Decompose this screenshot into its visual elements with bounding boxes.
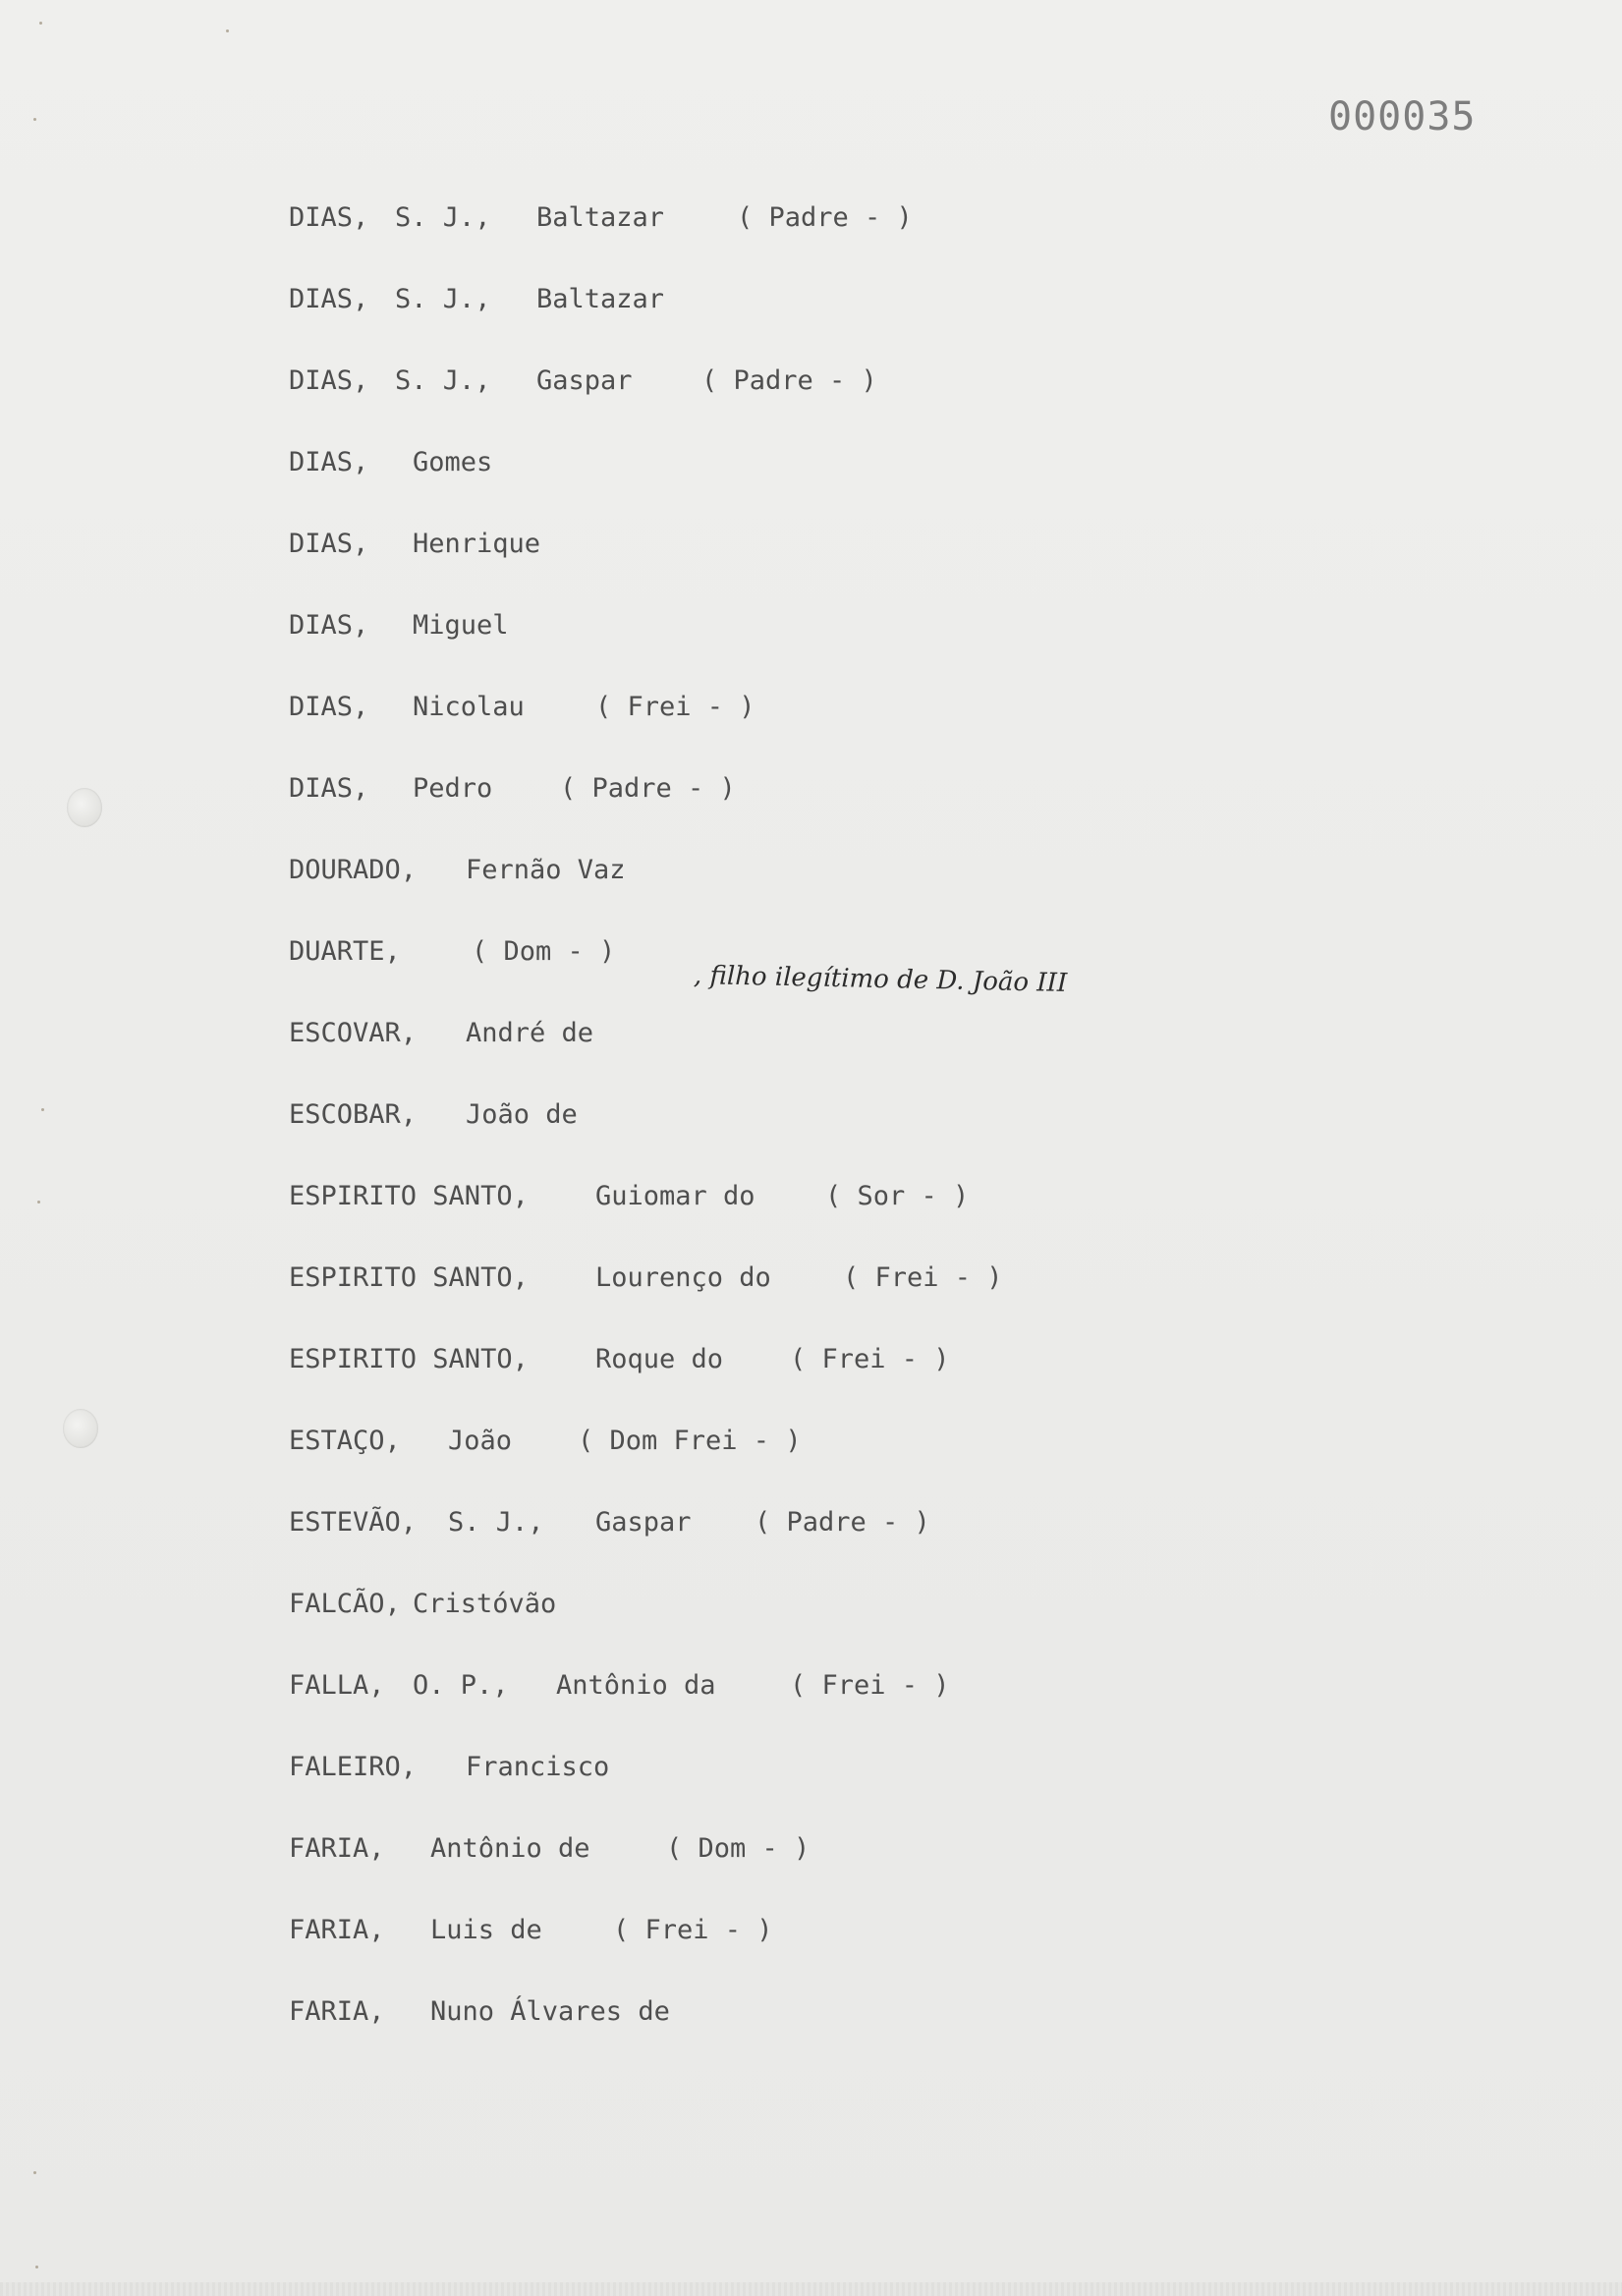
entry-title: ( Frei - ) (595, 692, 755, 722)
entry-given-name: Gaspar (536, 365, 633, 396)
entry-given-name: Nicolau (413, 692, 525, 722)
index-entry (289, 1099, 578, 1139)
index-entry (289, 1996, 670, 2036)
entry-surname: ESPIRITO SANTO, (289, 1262, 529, 1293)
entry-given-name: Roque do (595, 1344, 724, 1374)
entry-given-name: Gomes (413, 447, 493, 477)
entry-given-name: Antônio de (430, 1833, 590, 1864)
index-entry (289, 1507, 930, 1546)
entry-given-name: Henrique (413, 529, 541, 559)
entry-given-name: Baltazar (536, 284, 665, 314)
index-entry (289, 692, 755, 731)
entry-given-name: Gaspar (595, 1507, 692, 1538)
index-entry (289, 1589, 557, 1628)
entry-given-name: Baltazar (536, 202, 665, 233)
entry-surname: FALEIRO, (289, 1752, 418, 1782)
entry-surname: FALCÃO, (289, 1589, 401, 1619)
index-entry (289, 365, 877, 405)
index-entry (289, 1018, 594, 1057)
entry-qualifier: S. J., (448, 1507, 544, 1538)
index-entry (289, 1670, 950, 1709)
entry-title: ( Padre - ) (737, 202, 913, 233)
entry-title: ( Padre - ) (701, 365, 877, 396)
entry-title: ( Frei - ) (790, 1344, 950, 1374)
entry-given-name: Guiomar do (595, 1181, 755, 1211)
entry-given-name: Pedro (413, 773, 493, 804)
entry-surname: DUARTE, (289, 936, 401, 967)
entry-surname: DIAS, (289, 529, 369, 559)
entry-surname: ESTEVÃO, (289, 1507, 418, 1538)
entry-surname: DIAS, (289, 284, 369, 314)
page-number: 000035 (1328, 94, 1477, 140)
index-entry (289, 1262, 1003, 1302)
entry-given-name: Lourenço do (595, 1262, 771, 1293)
index-entry (289, 1344, 950, 1383)
entry-surname: DOURADO, (289, 855, 418, 885)
entry-qualifier: O. P., (413, 1670, 509, 1701)
entry-given-name: Antônio da (556, 1670, 716, 1701)
entry-title: ( Padre - ) (755, 1507, 930, 1538)
entry-title: ( Frei - ) (613, 1915, 773, 1945)
entry-title: ( Sor - ) (825, 1181, 970, 1211)
entry-surname: DIAS, (289, 773, 369, 804)
index-entry (289, 1915, 773, 1954)
entry-surname: FARIA, (289, 1996, 385, 2027)
entry-surname: DIAS, (289, 447, 369, 477)
entry-surname: DIAS, (289, 610, 369, 641)
index-entry (289, 773, 736, 812)
entry-given-name: André de (466, 1018, 594, 1048)
entry-title: ( Frei - ) (790, 1670, 950, 1701)
entry-surname: FARIA, (289, 1833, 385, 1864)
entry-given-name: Nuno Álvares de (430, 1996, 670, 2027)
entry-given-name: Miguel (413, 610, 509, 641)
index-entry (289, 447, 493, 486)
index-entry (289, 1426, 802, 1465)
entry-given-name: Luis de (430, 1915, 542, 1945)
entry-surname: FALLA, (289, 1670, 385, 1701)
entry-title: ( Padre - ) (560, 773, 736, 804)
entry-surname: ESCOVAR, (289, 1018, 418, 1048)
entry-surname: ESTAÇO, (289, 1426, 401, 1456)
entry-title: ( Dom Frei - ) (578, 1426, 802, 1456)
index-entry (289, 1752, 610, 1791)
index-entry (289, 202, 913, 242)
entry-surname: DIAS, (289, 692, 369, 722)
entry-qualifier: S. J., (395, 284, 491, 314)
entry-surname: DIAS, (289, 365, 369, 396)
entry-given-name: Francisco (466, 1752, 610, 1782)
entry-given-name: João de (466, 1099, 578, 1130)
entry-surname: ESCOBAR, (289, 1099, 418, 1130)
index-entry (289, 284, 665, 323)
index-entry (289, 529, 541, 568)
entry-title: ( Dom - ) (666, 1833, 811, 1864)
entry-given-name: Cristóvão (413, 1589, 557, 1619)
entry-title: ( Dom - ) (472, 936, 616, 967)
index-entry (289, 1833, 811, 1873)
entry-qualifier: S. J., (395, 202, 491, 233)
entry-surname: ESPIRITO SANTO, (289, 1344, 529, 1374)
entry-surname: ESPIRITO SANTO, (289, 1181, 529, 1211)
index-entry (289, 610, 509, 649)
entry-title: ( Frei - ) (843, 1262, 1003, 1293)
index-entry (289, 1181, 970, 1220)
handwritten-annotation: , filho ilegítimo de D. João III (693, 961, 1068, 998)
index-entry (289, 936, 616, 976)
entry-given-name: Fernão Vaz (466, 855, 626, 885)
entry-qualifier: S. J., (395, 365, 491, 396)
entry-surname: DIAS, (289, 202, 369, 233)
entry-surname: FARIA, (289, 1915, 385, 1945)
index-entry (289, 855, 626, 894)
entry-given-name: João (448, 1426, 513, 1456)
